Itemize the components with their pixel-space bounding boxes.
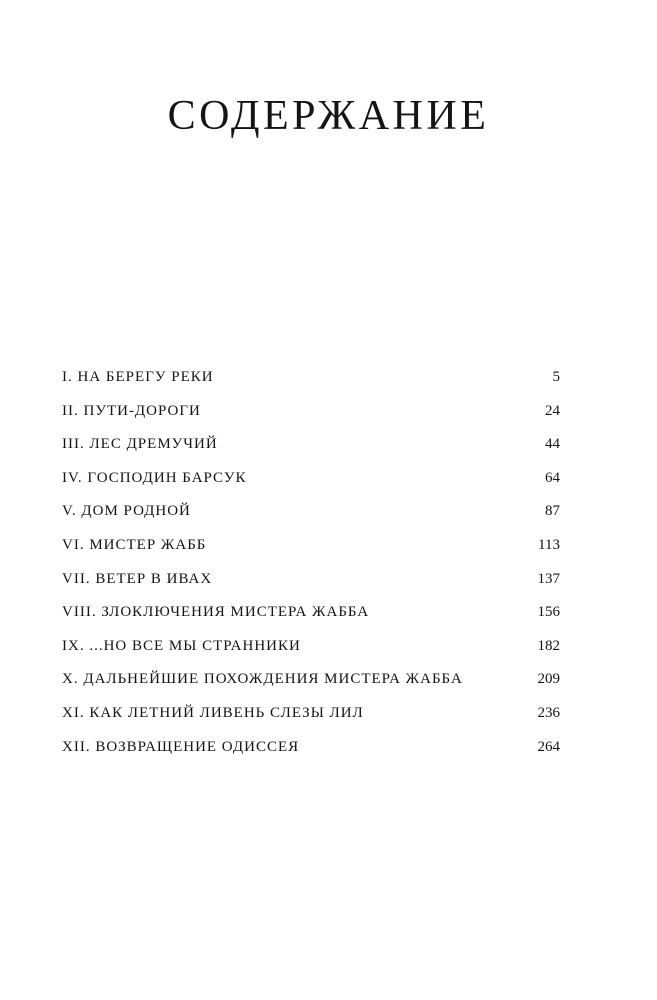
toc-entry-page: 137 [537, 570, 560, 587]
toc-entry-title: XII. ВОЗВРАЩЕНИЕ ОДИССЕЯ [62, 738, 300, 755]
toc-entry-title: II. ПУТИ-ДОРОГИ [62, 402, 201, 419]
toc-entry-page: 236 [537, 704, 560, 721]
toc-entry-title: XI. КАК ЛЕТНИЙ ЛИВЕНЬ СЛЕЗЫ ЛИЛ [62, 704, 364, 721]
toc-entry-6[interactable] [62, 530, 560, 564]
toc-entry-title: VII. ВЕТЕР В ИВАХ [62, 570, 213, 587]
table-of-contents [62, 362, 560, 765]
toc-entry-page: 87 [545, 503, 560, 520]
toc-entry-3[interactable] [62, 429, 560, 463]
toc-entry-title: X. ДАЛЬНЕЙШИЕ ПОХОЖДЕНИЯ МИСТЕРА ЖАББА [62, 671, 463, 688]
toc-entry-4[interactable] [62, 463, 560, 497]
toc-entry-page: 44 [545, 436, 560, 453]
toc-entry-page: 264 [537, 738, 560, 755]
toc-entry-page: 182 [537, 637, 560, 654]
toc-entry-page: 156 [537, 604, 560, 621]
toc-entry-page: 24 [545, 402, 560, 419]
toc-entry-12[interactable] [62, 732, 560, 766]
toc-entry-title: IV. ГОСПОДИН БАРСУК [62, 469, 247, 486]
toc-entry-page: 209 [537, 671, 560, 688]
toc-entry-2[interactable] [62, 396, 560, 430]
toc-entry-title: VIII. ЗЛОКЛЮЧЕНИЯ МИСТЕРА ЖАББА [62, 604, 370, 621]
toc-entry-title: III. ЛЕС ДРЕМУЧИЙ [62, 436, 218, 453]
toc-entry-10[interactable] [62, 664, 560, 698]
toc-entry-title: V. ДОМ РОДНОЙ [62, 503, 191, 520]
toc-entry-5[interactable] [62, 496, 560, 530]
toc-entry-7[interactable] [62, 564, 560, 598]
toc-entry-page: 113 [538, 536, 560, 553]
toc-entry-page: 5 [552, 369, 560, 385]
toc-entry-page: 64 [545, 469, 560, 486]
toc-entry-title: VI. МИСТЕР ЖАББ [62, 536, 207, 553]
toc-entry-8[interactable] [62, 597, 560, 631]
page-title: СОДЕРЖАНИЕ [167, 93, 490, 139]
toc-entry-title: IX. ...НО ВСЕ МЫ СТРАННИКИ [62, 637, 301, 654]
toc-entry-11[interactable] [62, 698, 560, 732]
toc-entry-1[interactable] [62, 362, 560, 396]
toc-entry-9[interactable] [62, 631, 560, 665]
toc-entry-title: I. НА БЕРЕГУ РЕКИ [62, 369, 214, 385]
